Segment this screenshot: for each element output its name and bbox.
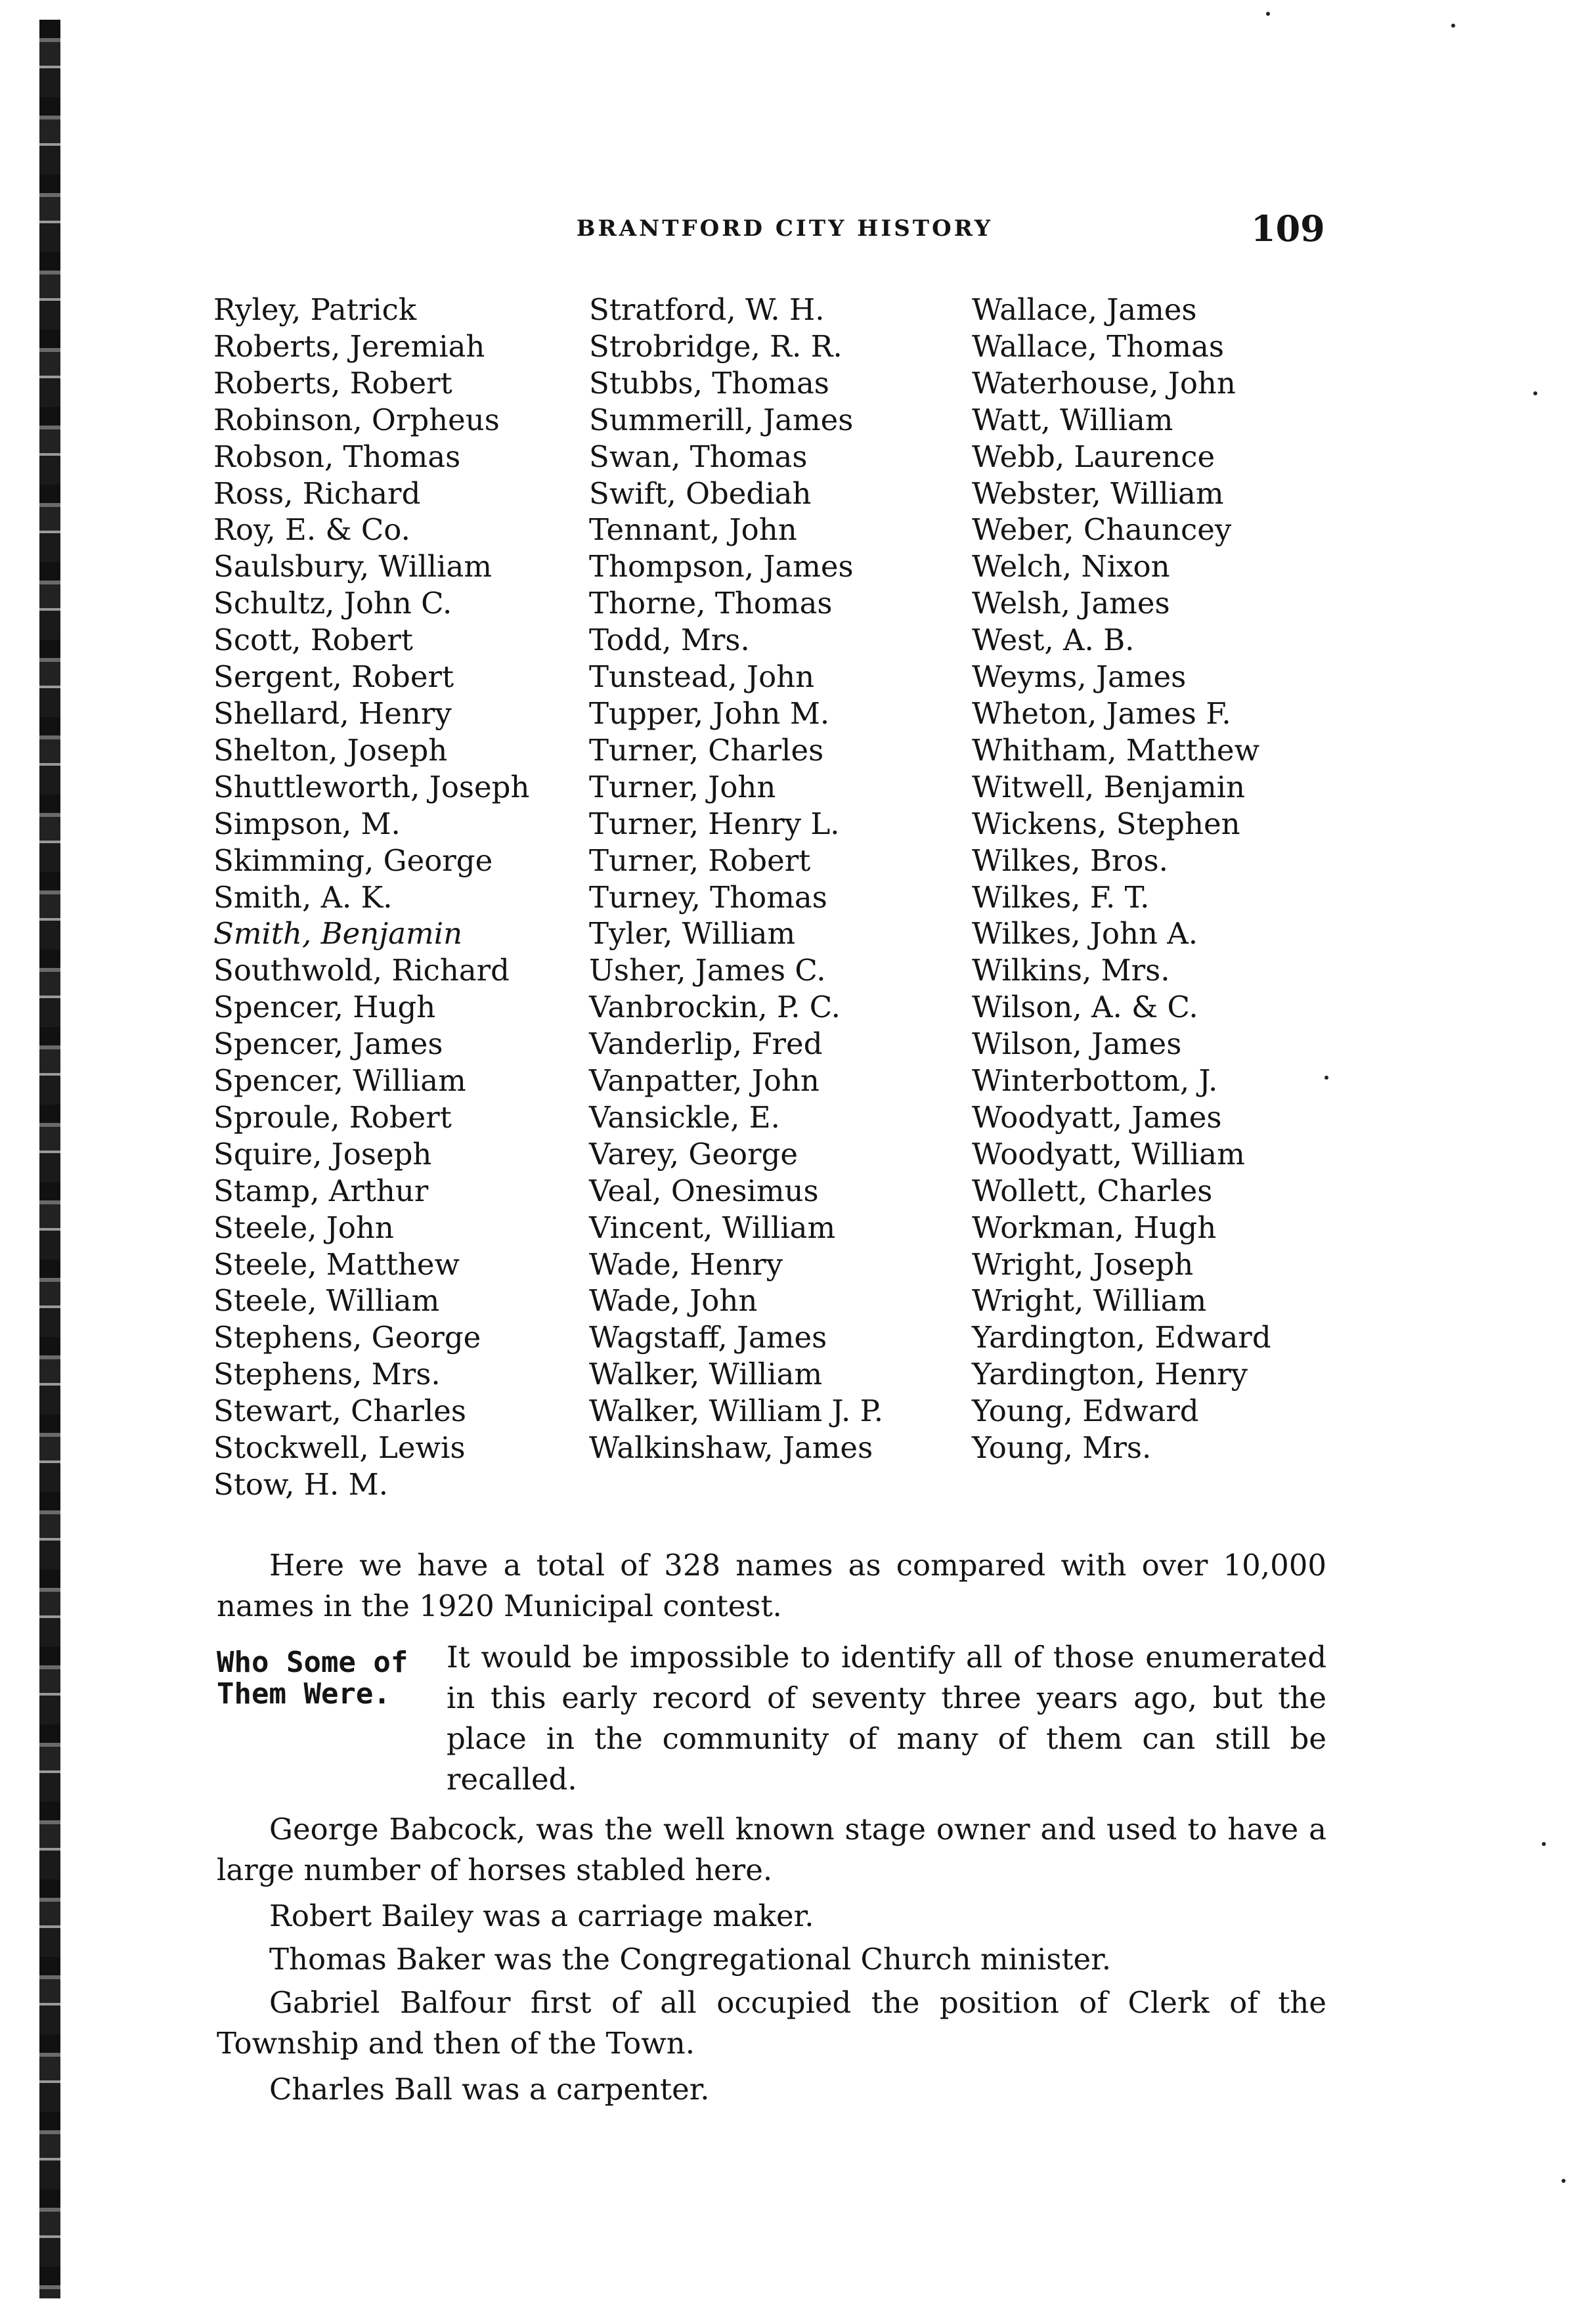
name-entry: Todd, Mrs. bbox=[589, 623, 750, 658]
name-entry: Wright, William bbox=[972, 1283, 1207, 1319]
baker-paragraph: Thomas Baker was the Congregational Church minister. bbox=[269, 1942, 1112, 1977]
name-entry: Winterbottom, J. bbox=[972, 1063, 1218, 1099]
name-entry: Woodyatt, William bbox=[972, 1136, 1245, 1172]
name-entry: Welch, Nixon bbox=[972, 549, 1170, 584]
name-entry: Smith, A. K. bbox=[213, 879, 393, 915]
total-paragraph: Here we have a total of 328 names as compared with over 10,000 names in the 1920 Municipal contest. bbox=[217, 1548, 1326, 1623]
page-binding-edge bbox=[39, 20, 60, 2298]
name-entry: Skimming, George bbox=[213, 843, 493, 878]
name-list-column-2 bbox=[589, 292, 883, 1466]
name-entry: Thompson, James bbox=[589, 549, 854, 584]
page-number: 109 bbox=[1251, 208, 1325, 250]
name-entry: Usher, James C. bbox=[589, 953, 826, 988]
name-entry: Tupper, John M. bbox=[589, 695, 830, 731]
name-entry: Wagstaff, James bbox=[589, 1320, 827, 1355]
name-entry: Wilson, James bbox=[972, 1026, 1182, 1062]
name-entry: Swan, Thomas bbox=[589, 439, 808, 474]
name-entry: West, A. B. bbox=[972, 623, 1135, 658]
name-entry: Sergent, Robert bbox=[213, 659, 454, 695]
name-entry: Vanbrockin, P. C. bbox=[589, 990, 841, 1025]
bailey-paragraph: Robert Bailey was a carriage maker. bbox=[269, 1898, 814, 1933]
running-head: BRANTFORD CITY HISTORY bbox=[576, 215, 994, 242]
name-entry: Roy, E. & Co. bbox=[213, 512, 410, 548]
name-entry: Wilkes, Bros. bbox=[972, 843, 1168, 878]
name-entry: Steele, Matthew bbox=[213, 1246, 460, 1282]
identify-paragraph: It would be impossible to identify all of those enumerated in this early record of seventy three years ago, but the place in the community of many of them can still be recalled. bbox=[447, 1640, 1326, 1797]
name-entry: Scott, Robert bbox=[213, 623, 413, 658]
name-entry: Wright, Joseph bbox=[972, 1246, 1194, 1282]
name-entry: Stephens, Mrs. bbox=[213, 1357, 441, 1392]
name-list-column-3 bbox=[972, 292, 1271, 1466]
margin-sidenote: Who Some of Them Were. bbox=[217, 1646, 408, 1711]
name-entry: Robinson, Orpheus bbox=[213, 402, 500, 437]
name-entry: Spencer, Hugh bbox=[213, 990, 436, 1025]
name-entry: Wallace, James bbox=[972, 292, 1197, 327]
name-entry: Southwold, Richard bbox=[213, 953, 510, 988]
scan-speck bbox=[1451, 24, 1455, 28]
name-entry: Walker, William J. P. bbox=[589, 1393, 884, 1429]
name-entry: Shuttleworth, Joseph bbox=[213, 769, 530, 804]
scan-speck bbox=[1533, 391, 1537, 395]
name-entry: Roberts, Jeremiah bbox=[213, 328, 485, 364]
name-entry: Ryley, Patrick bbox=[213, 292, 417, 327]
name-entry: Weyms, James bbox=[972, 659, 1187, 695]
balfour-paragraph: Gabriel Balfour first of all occupied the position of Clerk of the Township and then of the Town. bbox=[217, 1985, 1326, 2061]
name-entry: Wollett, Charles bbox=[972, 1173, 1213, 1208]
name-entry: Young, Mrs. bbox=[972, 1430, 1152, 1466]
name-entry: Tyler, William bbox=[589, 916, 796, 952]
name-entry: Wilson, A. & C. bbox=[972, 990, 1198, 1025]
name-entry: Turner, Henry L. bbox=[589, 806, 840, 841]
name-entry: Watt, William bbox=[972, 402, 1173, 437]
name-entry: Shellard, Henry bbox=[213, 695, 452, 731]
name-entry: Wickens, Stephen bbox=[972, 806, 1240, 841]
scan-speck bbox=[1266, 12, 1270, 16]
name-entry: Vansickle, E. bbox=[589, 1099, 780, 1135]
name-entry: Stubbs, Thomas bbox=[589, 365, 829, 401]
name-entry: Waterhouse, John bbox=[972, 365, 1236, 401]
name-entry: Turney, Thomas bbox=[589, 879, 827, 915]
scan-speck bbox=[1562, 2179, 1565, 2183]
scan-speck bbox=[1324, 1076, 1328, 1080]
name-entry: Whitham, Matthew bbox=[972, 732, 1260, 768]
name-entry: Witwell, Benjamin bbox=[972, 769, 1245, 804]
name-entry: Stow, H. M. bbox=[213, 1467, 389, 1502]
name-entry: Wade, John bbox=[589, 1283, 758, 1319]
name-entry: Swift, Obediah bbox=[589, 475, 812, 511]
name-entry: Veal, Onesimus bbox=[589, 1173, 819, 1208]
name-entry: Yardington, Henry bbox=[972, 1357, 1248, 1392]
name-entry: Thorne, Thomas bbox=[589, 586, 833, 621]
name-entry: Webb, Laurence bbox=[972, 439, 1215, 474]
name-entry: Smith, Benjamin bbox=[213, 916, 463, 952]
name-entry: Robson, Thomas bbox=[213, 439, 461, 474]
name-entry: Stewart, Charles bbox=[213, 1393, 466, 1429]
name-entry: Turner, Charles bbox=[589, 732, 824, 768]
name-entry: Simpson, M. bbox=[213, 806, 401, 841]
name-entry: Wilkes, John A. bbox=[972, 916, 1198, 952]
name-entry: Spencer, William bbox=[213, 1063, 466, 1099]
name-entry: Schultz, John C. bbox=[213, 586, 452, 621]
name-entry: Stephens, George bbox=[213, 1320, 481, 1355]
name-entry: Stamp, Arthur bbox=[213, 1173, 429, 1208]
name-entry: Vincent, William bbox=[589, 1210, 836, 1245]
babcock-paragraph: George Babcock, was the well known stage owner and used to have a large number of horses stabled here. bbox=[217, 1812, 1326, 1887]
name-entry: Wallace, Thomas bbox=[972, 328, 1224, 364]
name-entry: Yardington, Edward bbox=[972, 1320, 1271, 1355]
name-entry: Wheton, James F. bbox=[972, 695, 1231, 731]
name-entry: Turner, Robert bbox=[589, 843, 811, 878]
name-entry: Stratford, W. H. bbox=[589, 292, 825, 327]
name-entry: Tunstead, John bbox=[589, 659, 815, 695]
name-entry: Turner, John bbox=[589, 769, 776, 804]
name-entry: Wilkes, F. T. bbox=[972, 879, 1150, 915]
name-entry: Saulsbury, William bbox=[213, 549, 492, 584]
name-entry: Strobridge, R. R. bbox=[589, 328, 843, 364]
name-entry: Walkinshaw, James bbox=[589, 1430, 873, 1466]
name-entry: Shelton, Joseph bbox=[213, 732, 448, 768]
name-entry: Roberts, Robert bbox=[213, 365, 452, 401]
name-entry: Workman, Hugh bbox=[972, 1210, 1217, 1245]
name-entry: Spencer, James bbox=[213, 1026, 443, 1062]
name-entry: Welsh, James bbox=[972, 586, 1170, 621]
name-entry: Wade, Henry bbox=[589, 1246, 783, 1282]
ball-paragraph: Charles Ball was a carpenter. bbox=[269, 2072, 710, 2107]
name-entry: Squire, Joseph bbox=[213, 1136, 432, 1172]
name-entry: Steele, William bbox=[213, 1283, 440, 1319]
scan-speck bbox=[1542, 1842, 1546, 1846]
name-entry: Wilkins, Mrs. bbox=[972, 953, 1170, 988]
name-entry: Young, Edward bbox=[972, 1393, 1199, 1429]
name-entry: Webster, William bbox=[972, 475, 1224, 511]
name-entry: Sproule, Robert bbox=[213, 1099, 452, 1135]
name-entry: Summerill, James bbox=[589, 402, 854, 437]
name-entry: Woodyatt, James bbox=[972, 1099, 1222, 1135]
name-entry: Ross, Richard bbox=[213, 475, 421, 511]
name-list-column-1 bbox=[213, 292, 529, 1503]
name-entry: Stockwell, Lewis bbox=[213, 1430, 466, 1466]
name-entry: Walker, William bbox=[589, 1357, 823, 1392]
name-entry: Varey, George bbox=[589, 1136, 799, 1172]
name-entry: Vanderlip, Fred bbox=[589, 1026, 823, 1062]
name-entry: Weber, Chauncey bbox=[972, 512, 1232, 548]
name-entry: Tennant, John bbox=[589, 512, 797, 548]
name-entry: Steele, John bbox=[213, 1210, 394, 1245]
name-entry: Vanpatter, John bbox=[589, 1063, 820, 1099]
